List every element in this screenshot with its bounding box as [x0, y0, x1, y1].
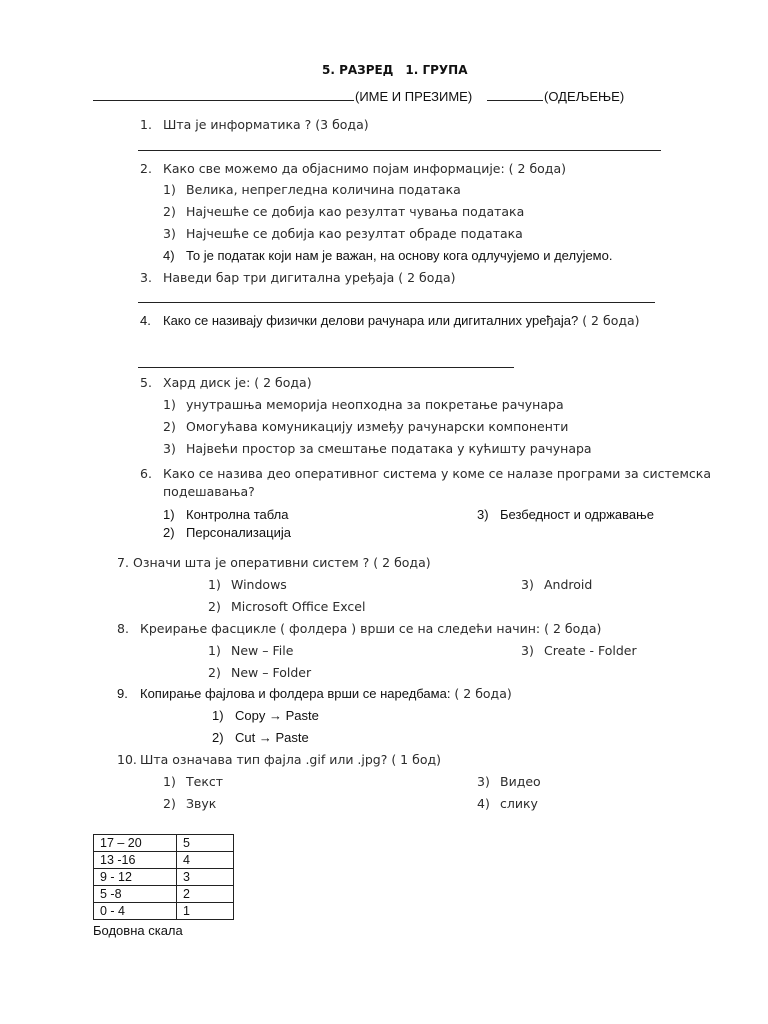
question-8-option-3-number: 3) — [521, 643, 534, 658]
question-8-text: Креирање фасцикле ( фолдера ) врши се на следећи начин: ( 2 бода) — [140, 621, 602, 636]
class-label: (ОДЕЉЕЊЕ) — [544, 89, 625, 104]
question-7-text: Означи шта је оперативни систем ? ( 2 бода) — [133, 555, 431, 570]
table-row — [94, 835, 234, 852]
question-3-text: Наведи бар три дигитална уређаја ( 2 бода) — [163, 270, 456, 285]
question-2-option-2-number: 2) — [163, 204, 176, 219]
question-9-text — [140, 686, 512, 701]
question-7-option-3: Android — [544, 577, 593, 592]
question-2-number: 2. — [140, 161, 152, 176]
question-10-option-2: Звук — [186, 796, 217, 811]
question-5-option-1-number: 1) — [163, 397, 176, 412]
question-10-option-4-number: 4) — [477, 796, 490, 811]
question-6-text-line-1: Како се назива део оперативног система у коме се налазе програми за системска — [163, 466, 712, 481]
question-6-option-3: Безбедност и одржавање — [500, 507, 654, 522]
question-9-option-2-number: 2) — [212, 730, 224, 745]
page-title — [322, 63, 467, 77]
question-8-option-1-number: 1) — [208, 643, 221, 658]
question-5-option-1: унутрашња меморија неопходна за покретање рачунара — [186, 397, 564, 412]
question-3-answer-line[interactable] — [138, 302, 655, 303]
question-4-question: Како се називају физички делови рачунара или дигиталних уређаја? — [163, 313, 579, 328]
question-7-option-2-number: 2) — [208, 599, 221, 614]
title-group: 1. ГРУПА — [405, 63, 468, 77]
question-2-text: Како све можемо да објаснимо појам информације: ( 2 бода) — [163, 161, 566, 176]
question-5-option-2: Омогућава комуникацију између рачунарски компоненти — [186, 419, 569, 434]
question-9-number: 9. — [117, 686, 128, 701]
question-9-points: ( 2 бода) — [450, 686, 512, 701]
question-9-option-2: Cut → Paste — [235, 730, 309, 745]
question-9-option-1: Copy → Paste — [235, 708, 319, 723]
points-range-cell: 0 - 4 — [94, 903, 177, 920]
question-10-number: 10. — [117, 752, 137, 767]
grade-cell: 4 — [177, 852, 234, 869]
points-range-cell: 13 -16 — [94, 852, 177, 869]
points-range-cell: 9 - 12 — [94, 869, 177, 886]
question-2-option-4-number: 4) — [163, 248, 175, 263]
question-5-option-3: Највећи простор за смештање података у кућишту рачунара — [186, 441, 592, 456]
question-5-number: 5. — [140, 375, 152, 390]
grading-scale-caption: Бодовна скала — [93, 923, 183, 938]
question-7-option-1: Windows — [231, 577, 287, 592]
table-row — [94, 903, 234, 920]
question-2-option-2: Најчешће се добија као резултат чувања података — [186, 204, 525, 219]
question-3-number: 3. — [140, 270, 152, 285]
question-9-question: Копирање фајлова и фолдера врши се наредбама: — [140, 686, 451, 701]
points-range-cell: 5 -8 — [94, 886, 177, 903]
question-6-option-2: Персонализација — [186, 525, 291, 540]
question-10-option-3: Видео — [500, 774, 541, 789]
table-row — [94, 852, 234, 869]
name-blank-line[interactable] — [93, 100, 354, 101]
question-2-option-1-number: 1) — [163, 182, 176, 197]
question-7-option-1-number: 1) — [208, 577, 221, 592]
question-8-number: 8. — [117, 621, 129, 636]
points-range-cell: 17 – 20 — [94, 835, 177, 852]
question-8-option-2: New – Folder — [231, 665, 312, 680]
question-10-text: Шта означава тип фајла .gif или .jpg? ( 1 бод) — [140, 752, 441, 767]
question-1-answer-line[interactable] — [138, 150, 661, 151]
question-4-number: 4. — [140, 313, 151, 328]
grade-cell: 1 — [177, 903, 234, 920]
question-4-answer-line[interactable] — [138, 367, 514, 368]
question-2-option-1: Велика, непрегледна количина података — [186, 182, 461, 197]
grade-cell: 3 — [177, 869, 234, 886]
question-8-option-1: New – File — [231, 643, 294, 658]
grade-cell: 2 — [177, 886, 234, 903]
question-6-option-1-number: 1) — [163, 507, 175, 522]
question-9-option-1-number: 1) — [212, 708, 224, 723]
question-8-option-3: Create - Folder — [544, 643, 637, 658]
question-7-option-2: Microsoft Office Excel — [231, 599, 366, 614]
question-5-option-3-number: 3) — [163, 441, 176, 456]
question-6-option-1: Контролна табла — [186, 507, 289, 522]
question-10-option-4: слику — [500, 796, 538, 811]
question-10-option-1-number: 1) — [163, 774, 176, 789]
question-5-option-2-number: 2) — [163, 419, 176, 434]
question-10-option-2-number: 2) — [163, 796, 176, 811]
question-1-text: Шта је информатика ? (3 бода) — [163, 117, 369, 132]
question-1-number: 1. — [140, 117, 152, 132]
grading-scale-table — [93, 834, 234, 920]
question-10-option-1: Текст — [186, 774, 224, 789]
question-6-number: 6. — [140, 466, 152, 481]
question-6-option-2-number: 2) — [163, 525, 175, 540]
question-6-option-3-number: 3) — [477, 507, 489, 522]
table-row — [94, 869, 234, 886]
question-7-option-3-number: 3) — [521, 577, 534, 592]
title-grade: 5. РАЗРЕД — [322, 63, 394, 77]
table-row — [94, 886, 234, 903]
question-4-points: ( 2 бода) — [578, 313, 640, 328]
grade-cell: 5 — [177, 835, 234, 852]
question-5-text: Хард диск је: ( 2 бода) — [163, 375, 312, 390]
question-10-option-3-number: 3) — [477, 774, 490, 789]
question-2-option-4: То је податак који нам је важан, на основу кога одлучујемо и делујемо. — [186, 248, 613, 263]
question-7-number: 7. — [117, 555, 129, 570]
question-8-option-2-number: 2) — [208, 665, 221, 680]
class-blank-line[interactable] — [487, 100, 543, 101]
question-2-option-3-number: 3) — [163, 226, 176, 241]
question-6-text-line-2: подешавања? — [163, 484, 255, 499]
question-2-option-3: Најчешће се добија као резултат обраде података — [186, 226, 523, 241]
question-4-text — [163, 313, 640, 328]
name-label: (ИМЕ И ПРЕЗИМЕ) — [355, 89, 473, 104]
